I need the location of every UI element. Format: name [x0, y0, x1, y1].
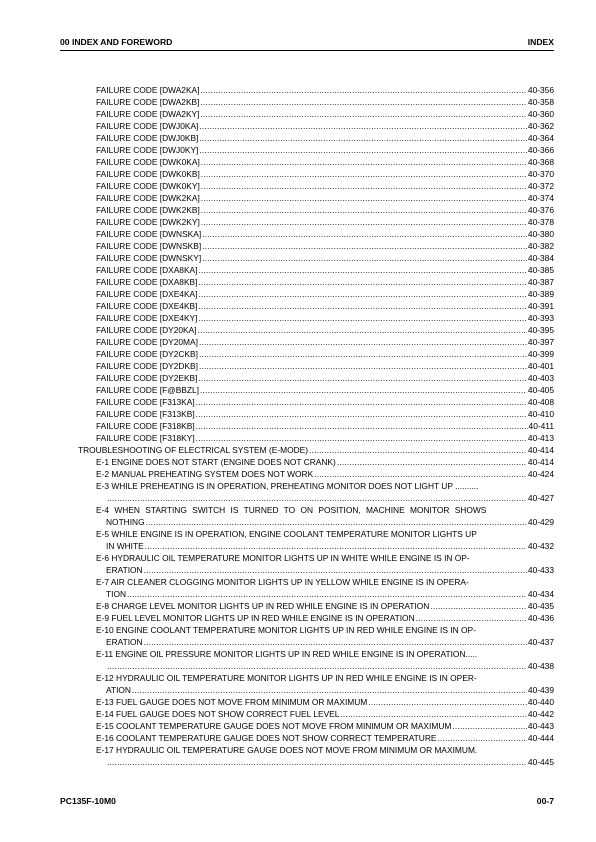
toc-entry-title: FAILURE CODE [DY20KA] [96, 325, 197, 335]
toc-entry-page: 40-436 [527, 613, 554, 623]
toc-leader-dots [201, 180, 527, 192]
toc-entry-failure-code[interactable] [78, 396, 554, 408]
toc-entry-failure-code[interactable] [78, 228, 554, 240]
toc-entry-failure-code[interactable] [78, 144, 554, 156]
toc-entry-title: FAILURE CODE [DWNSKA] [96, 229, 202, 239]
toc-entry-page: 40-411 [528, 421, 554, 431]
toc-entry-title: E-8 CHARGE LEVEL MONITOR LIGHTS UP IN RED WHILE ENGINE IS IN OPERATION [96, 601, 430, 611]
toc-entry-e2[interactable] [78, 468, 554, 480]
toc-entry-title-line1: E-7 AIR CLEANER CLOGGING MONITOR LIGHTS UP IN YELLOW WHILE ENGINE IS IN OPERA- [96, 577, 469, 587]
toc-leader-dots [368, 696, 527, 708]
toc-entry-page: 40-401 [527, 361, 554, 371]
toc-entry-page: 40-397 [527, 337, 554, 347]
toc-entry-failure-code[interactable] [78, 336, 554, 348]
toc-entry-page: 40-372 [527, 181, 554, 191]
header-index-label: INDEX [527, 37, 554, 47]
toc-entry-e13[interactable] [78, 696, 554, 708]
toc-leader-dots [198, 288, 526, 300]
toc-entry-title: FAILURE CODE [DWA2KA] [96, 85, 200, 95]
toc-entry-title: FAILURE CODE [DWA2KY] [96, 109, 200, 119]
toc-leader-dots [127, 588, 527, 600]
toc-entry-page: 40-414 [527, 457, 554, 467]
toc-entry-page: 40-385 [527, 265, 554, 275]
toc-entry-title: FAILURE CODE [DWK2KY] [96, 217, 200, 227]
toc-entry-page: 40-391 [527, 301, 554, 311]
toc-entry-title-line1: E-12 HYDRAULIC OIL TEMPERATURE MONITOR LIGHTS UP IN RED WHILE ENGINE IS IN OPER- [96, 673, 477, 683]
toc-entry-page: 40-435 [527, 601, 554, 611]
toc-entry-title: FAILURE CODE [DY20MA] [96, 337, 198, 347]
toc-entry-title: FAILURE CODE [F313KB] [96, 409, 195, 419]
toc-entry-page: 40-432 [527, 541, 554, 551]
toc-entry-page: 40-368 [527, 157, 554, 167]
toc-entry-failure-code[interactable] [78, 108, 554, 120]
toc-entry-page: 40-374 [527, 193, 554, 203]
toc-entry-failure-code[interactable] [78, 120, 554, 132]
toc-entry-title: FAILURE CODE [DXA8KB] [96, 277, 198, 287]
toc-entry-e8[interactable] [78, 600, 554, 612]
toc-entry-failure-code[interactable] [78, 300, 554, 312]
toc-leader-dots [196, 408, 527, 420]
toc-entry-failure-code[interactable] [78, 264, 554, 276]
toc-entry-title: E-16 COOLANT TEMPERATURE GAUGE DOES NOT SHOW CORRECT TEMPERATURE [96, 733, 437, 743]
toc-entry-section[interactable] [78, 444, 554, 456]
toc-entry-title-line1: E-6 HYDRAULIC OIL TEMPERATURE MONITOR LIGHTS UP IN WHITE WHILE ENGINE IS IN OP- [96, 553, 470, 563]
toc-leader-dots [202, 252, 527, 264]
toc-leader-dots [200, 84, 526, 96]
toc-entry-title: FAILURE CODE [DWK0KB] [96, 169, 200, 179]
toc-leader-dots [199, 120, 527, 132]
toc-leader-dots [340, 708, 527, 720]
toc-entry-page: 40-389 [527, 289, 554, 299]
toc-entry-title: FAILURE CODE [DWNSKY] [96, 253, 202, 263]
toc-entry-title-line2: ERATION [106, 565, 143, 575]
toc-entry-title: E-9 FUEL LEVEL MONITOR LIGHTS UP IN RED WHILE ENGINE IS IN OPERATION [96, 613, 415, 623]
toc-leader-dots [437, 732, 526, 744]
toc-entry-title: E-14 FUEL GAUGE DOES NOT SHOW CORRECT FUEL LEVEL [96, 709, 340, 719]
toc-leader-dots [107, 492, 527, 504]
toc-leader-dots [201, 192, 527, 204]
toc-entry-page: 40-414 [527, 445, 554, 455]
toc-entry-title: FAILURE CODE [DWK0KA] [96, 157, 200, 167]
toc-entry-title-line1: E-3 WHILE PREHEATING IS IN OPERATION, PREHEATING MONITOR DOES NOT LIGHT UP .......... [96, 481, 479, 491]
header-section-title: 00 INDEX AND FOREWORD [60, 37, 173, 47]
toc-entry-page: 40-434 [527, 589, 554, 599]
toc-entry-title: FAILURE CODE [F313KA] [96, 397, 195, 407]
toc-entry-failure-code[interactable] [78, 312, 554, 324]
toc-leader-dots [416, 612, 527, 624]
toc-entry-page: 40-376 [527, 205, 554, 215]
toc-leader-dots [198, 276, 526, 288]
toc-entry-page: 40-364 [527, 133, 554, 143]
toc-entry-page: 40-366 [527, 145, 554, 155]
toc-leader-dots [199, 336, 527, 348]
toc-entry-e6[interactable] [78, 552, 554, 576]
toc-entry-title-line1: E-11 ENGINE OIL PRESSURE MONITOR LIGHTS UP IN RED WHILE ENGINE IS IN OPERATION..... [96, 649, 478, 659]
toc-entry-page: 40-429 [527, 517, 554, 527]
toc-entry-title: FAILURE CODE [DWK0KY] [96, 181, 200, 191]
toc-entry-page: 40-358 [527, 97, 554, 107]
toc-entry-page: 40-445 [527, 757, 554, 767]
toc-leader-dots [201, 156, 527, 168]
toc-leader-dots [107, 756, 527, 768]
table-of-contents [78, 84, 554, 768]
toc-leader-dots [201, 168, 527, 180]
toc-entry-failure-code[interactable] [78, 84, 554, 96]
toc-entry-title: FAILURE CODE [DWJ0KB] [96, 133, 199, 143]
toc-leader-dots [202, 228, 527, 240]
toc-leader-dots [144, 564, 527, 576]
toc-entry-page: 40-427 [527, 493, 554, 503]
toc-leader-dots [144, 636, 527, 648]
toc-entry-page: 40-362 [527, 121, 554, 131]
toc-leader-dots [199, 348, 527, 360]
toc-entry-title-line1: E-17 HYDRAULIC OIL TEMPERATURE GAUGE DOES NOT MOVE FROM MINIMUM OR MAXIMUM. [96, 745, 478, 755]
toc-entry-title-line2: TION [106, 589, 127, 599]
toc-entry-failure-code[interactable] [78, 384, 554, 396]
toc-entry-failure-code[interactable] [78, 420, 554, 432]
toc-entry-e12[interactable] [78, 672, 554, 696]
toc-entry-failure-code[interactable] [78, 432, 554, 444]
toc-entry-page: 40-413 [527, 433, 554, 443]
toc-entry-page: 40-382 [527, 241, 554, 251]
footer-page-number: 00-7 [536, 796, 554, 806]
toc-entry-page: 40-399 [527, 349, 554, 359]
toc-leader-dots [198, 312, 526, 324]
toc-entry-page: 40-387 [527, 277, 554, 287]
toc-entry-title: FAILURE CODE [F318KB] [96, 421, 195, 431]
toc-leader-dots [146, 516, 527, 528]
toc-entry-failure-code[interactable] [78, 204, 554, 216]
toc-entry-title-line2: ATION [106, 685, 131, 695]
toc-entry-title-line1: E-4 WHEN STARTING SWITCH IS TURNED TO ON POSITION, MACHINE MONITOR SHOWS [96, 505, 487, 515]
toc-entry-page: 40-380 [527, 229, 554, 239]
toc-entry-page: 40-405 [527, 385, 554, 395]
toc-entry-page: 40-439 [527, 685, 554, 695]
toc-leader-dots [196, 432, 527, 444]
toc-leader-dots [202, 240, 527, 252]
toc-entry-title-line1: E-5 WHILE ENGINE IS IN OPERATION, ENGINE COOLANT TEMPERATURE MONITOR LIGHTS UP [96, 529, 477, 539]
toc-entry-title: TROUBLESHOOTING OF ELECTRICAL SYSTEM (E-MODE) [78, 445, 309, 455]
toc-entry-failure-code[interactable] [78, 360, 554, 372]
toc-entry-title: FAILURE CODE [F@BBZL] [96, 385, 199, 395]
toc-entry-failure-code[interactable] [78, 372, 554, 384]
toc-entry-title: E-13 FUEL GAUGE DOES NOT MOVE FROM MINIMUM OR MAXIMUM [96, 697, 368, 707]
toc-entry-title: FAILURE CODE [DY2DKB] [96, 361, 198, 371]
toc-entry-page: 40-410 [527, 409, 554, 419]
toc-entry-page: 40-408 [527, 397, 554, 407]
toc-entry-title-line1: E-10 ENGINE COOLANT TEMPERATURE MONITOR LIGHTS UP IN RED WHILE ENGINE IS IN OP- [96, 625, 476, 635]
toc-leader-dots [198, 300, 526, 312]
toc-entry-page: 40-442 [527, 709, 554, 719]
toc-entry-page: 40-443 [527, 721, 554, 731]
toc-entry-page: 40-437 [527, 637, 554, 647]
toc-entry-e11[interactable] [78, 648, 554, 672]
toc-entry-page: 40-424 [527, 469, 554, 479]
toc-entry-title-line2: NOTHING [106, 517, 145, 527]
toc-entry-page: 40-438 [527, 661, 554, 671]
toc-leader-dots [201, 204, 527, 216]
toc-entry-title: FAILURE CODE [DXE4KA] [96, 289, 198, 299]
toc-entry-failure-code[interactable] [78, 348, 554, 360]
failure-code-list [78, 84, 554, 444]
toc-entry-title: FAILURE CODE [DXE4KB] [96, 301, 198, 311]
toc-leader-dots [198, 324, 527, 336]
page-footer [60, 796, 554, 810]
toc-entry-title: E-1 ENGINE DOES NOT START (ENGINE DOES NOT CRANK) [96, 457, 336, 467]
toc-entry-title: FAILURE CODE [DWK2KA] [96, 193, 200, 203]
toc-leader-dots [145, 540, 527, 552]
toc-entry-title: FAILURE CODE [DXE4KY] [96, 313, 198, 323]
toc-entry-title-line2: IN WHITE [106, 541, 144, 551]
toc-leader-dots [452, 720, 527, 732]
toc-entry-title: FAILURE CODE [DXA8KA] [96, 265, 198, 275]
toc-entry-e10[interactable] [78, 624, 554, 648]
toc-leader-dots [196, 396, 527, 408]
footer-model-code: PC135F-10M0 [60, 796, 116, 806]
toc-entry-e9[interactable] [78, 612, 554, 624]
toc-entry-page: 40-378 [527, 217, 554, 227]
toc-entry-title: FAILURE CODE [DWJ0KY] [96, 145, 199, 155]
toc-leader-dots [200, 108, 526, 120]
toc-entry-e4[interactable] [78, 504, 554, 528]
toc-leader-dots [201, 216, 527, 228]
toc-leader-dots [314, 468, 527, 480]
toc-entry-page: 40-384 [527, 253, 554, 263]
toc-entry-failure-code[interactable] [78, 324, 554, 336]
toc-entry-failure-code[interactable] [78, 288, 554, 300]
page-header [60, 34, 554, 51]
toc-entry-title: FAILURE CODE [DY2CKB] [96, 349, 198, 359]
toc-leader-dots [199, 132, 527, 144]
toc-entry-page: 40-356 [527, 85, 554, 95]
toc-entry-failure-code[interactable] [78, 96, 554, 108]
toc-entry-failure-code[interactable] [78, 240, 554, 252]
toc-entry-e5[interactable] [78, 528, 554, 552]
toc-entry-failure-code[interactable] [78, 180, 554, 192]
toc-entry-e3[interactable] [78, 480, 554, 504]
toc-entry-e15[interactable] [78, 720, 554, 732]
toc-leader-dots [196, 420, 528, 432]
toc-entry-title: E-2 MANUAL PREHEATING SYSTEM DOES NOT WORK [96, 469, 314, 479]
toc-leader-dots [132, 684, 527, 696]
toc-entry-failure-code[interactable] [78, 276, 554, 288]
toc-entry-page: 40-393 [527, 313, 554, 323]
toc-entry-page: 40-370 [527, 169, 554, 179]
toc-entry-title-line2: ERATION [106, 637, 143, 647]
toc-leader-dots [309, 444, 527, 456]
toc-entry-failure-code[interactable] [78, 168, 554, 180]
toc-leader-dots [199, 360, 527, 372]
toc-entry-e14[interactable] [78, 708, 554, 720]
toc-entry-title: FAILURE CODE [DWA2KB] [96, 97, 200, 107]
toc-entry-failure-code[interactable] [78, 156, 554, 168]
toc-entry-title: FAILURE CODE [F318KY] [96, 433, 195, 443]
toc-leader-dots [199, 144, 527, 156]
toc-entry-e16[interactable] [78, 732, 554, 744]
toc-entry-page: 40-395 [527, 325, 554, 335]
toc-leader-dots [198, 264, 526, 276]
toc-entry-failure-code[interactable] [78, 252, 554, 264]
toc-entry-failure-code[interactable] [78, 408, 554, 420]
toc-entry-page: 40-444 [527, 733, 554, 743]
toc-entry-title: FAILURE CODE [DWNSKB] [96, 241, 202, 251]
toc-leader-dots [200, 384, 527, 396]
toc-entry-page: 40-433 [527, 565, 554, 575]
toc-entry-page: 40-403 [527, 373, 554, 383]
toc-entry-title: FAILURE CODE [DY2EKB] [96, 373, 198, 383]
toc-leader-dots [200, 96, 526, 108]
toc-entry-e7[interactable] [78, 576, 554, 600]
toc-leader-dots [337, 456, 527, 468]
toc-entry-page: 40-440 [527, 697, 554, 707]
toc-entry-page: 40-360 [527, 109, 554, 119]
toc-leader-dots [198, 372, 526, 384]
toc-leader-dots [107, 660, 527, 672]
toc-entry-failure-code[interactable] [78, 216, 554, 228]
toc-entry-title: E-15 COOLANT TEMPERATURE GAUGE DOES NOT MOVE FROM MINIMUM OR MAXIMUM [96, 721, 452, 731]
toc-entry-failure-code[interactable] [78, 132, 554, 144]
toc-entry-e1[interactable] [78, 456, 554, 468]
toc-entry-title: FAILURE CODE [DWK2KB] [96, 205, 200, 215]
toc-leader-dots [430, 600, 527, 612]
toc-entry-e17[interactable] [78, 744, 554, 768]
toc-entry-failure-code[interactable] [78, 192, 554, 204]
toc-entry-title: FAILURE CODE [DWJ0KA] [96, 121, 199, 131]
